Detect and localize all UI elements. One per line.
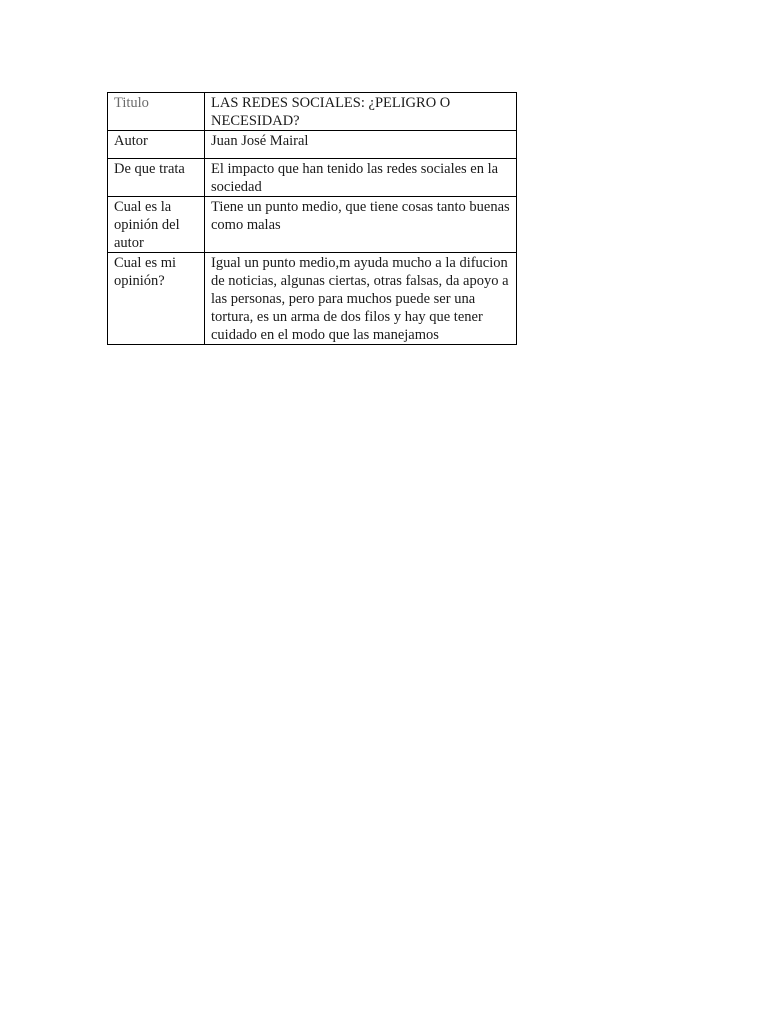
- table-row-titulo: [108, 93, 517, 131]
- row-label-autor: Autor: [108, 131, 205, 159]
- book-info-table: [107, 92, 517, 345]
- table-row-mi-opinion: [108, 253, 517, 345]
- table-row-opinion-autor: [108, 197, 517, 253]
- row-label-opinion-autor: Cual es la opinión del autor: [108, 197, 205, 253]
- table-row-autor: [108, 131, 517, 159]
- row-label-de-que-trata: De que trata: [108, 159, 205, 197]
- table-row-de-que-trata: [108, 159, 517, 197]
- row-value-mi-opinion: Igual un punto medio,m ayuda mucho a la difucion de noticias, algunas ciertas, otras falsas, da apoyo a las personas, pero para muchos puede ser una tortura, es un arma de dos filos y hay que tener cuidado en el modo que las manejamos: [205, 253, 517, 345]
- row-value-autor: Juan José Mairal: [205, 131, 517, 159]
- row-value-opinion-autor: Tiene un punto medio, que tiene cosas tanto buenas como malas: [205, 197, 517, 253]
- row-label-mi-opinion: Cual es mi opinión?: [108, 253, 205, 345]
- row-value-de-que-trata: El impacto que han tenido las redes sociales en la sociedad: [205, 159, 517, 197]
- row-value-titulo: LAS REDES SOCIALES: ¿PELIGRO O NECESIDAD?: [205, 93, 517, 131]
- row-label-titulo: Titulo: [108, 93, 205, 131]
